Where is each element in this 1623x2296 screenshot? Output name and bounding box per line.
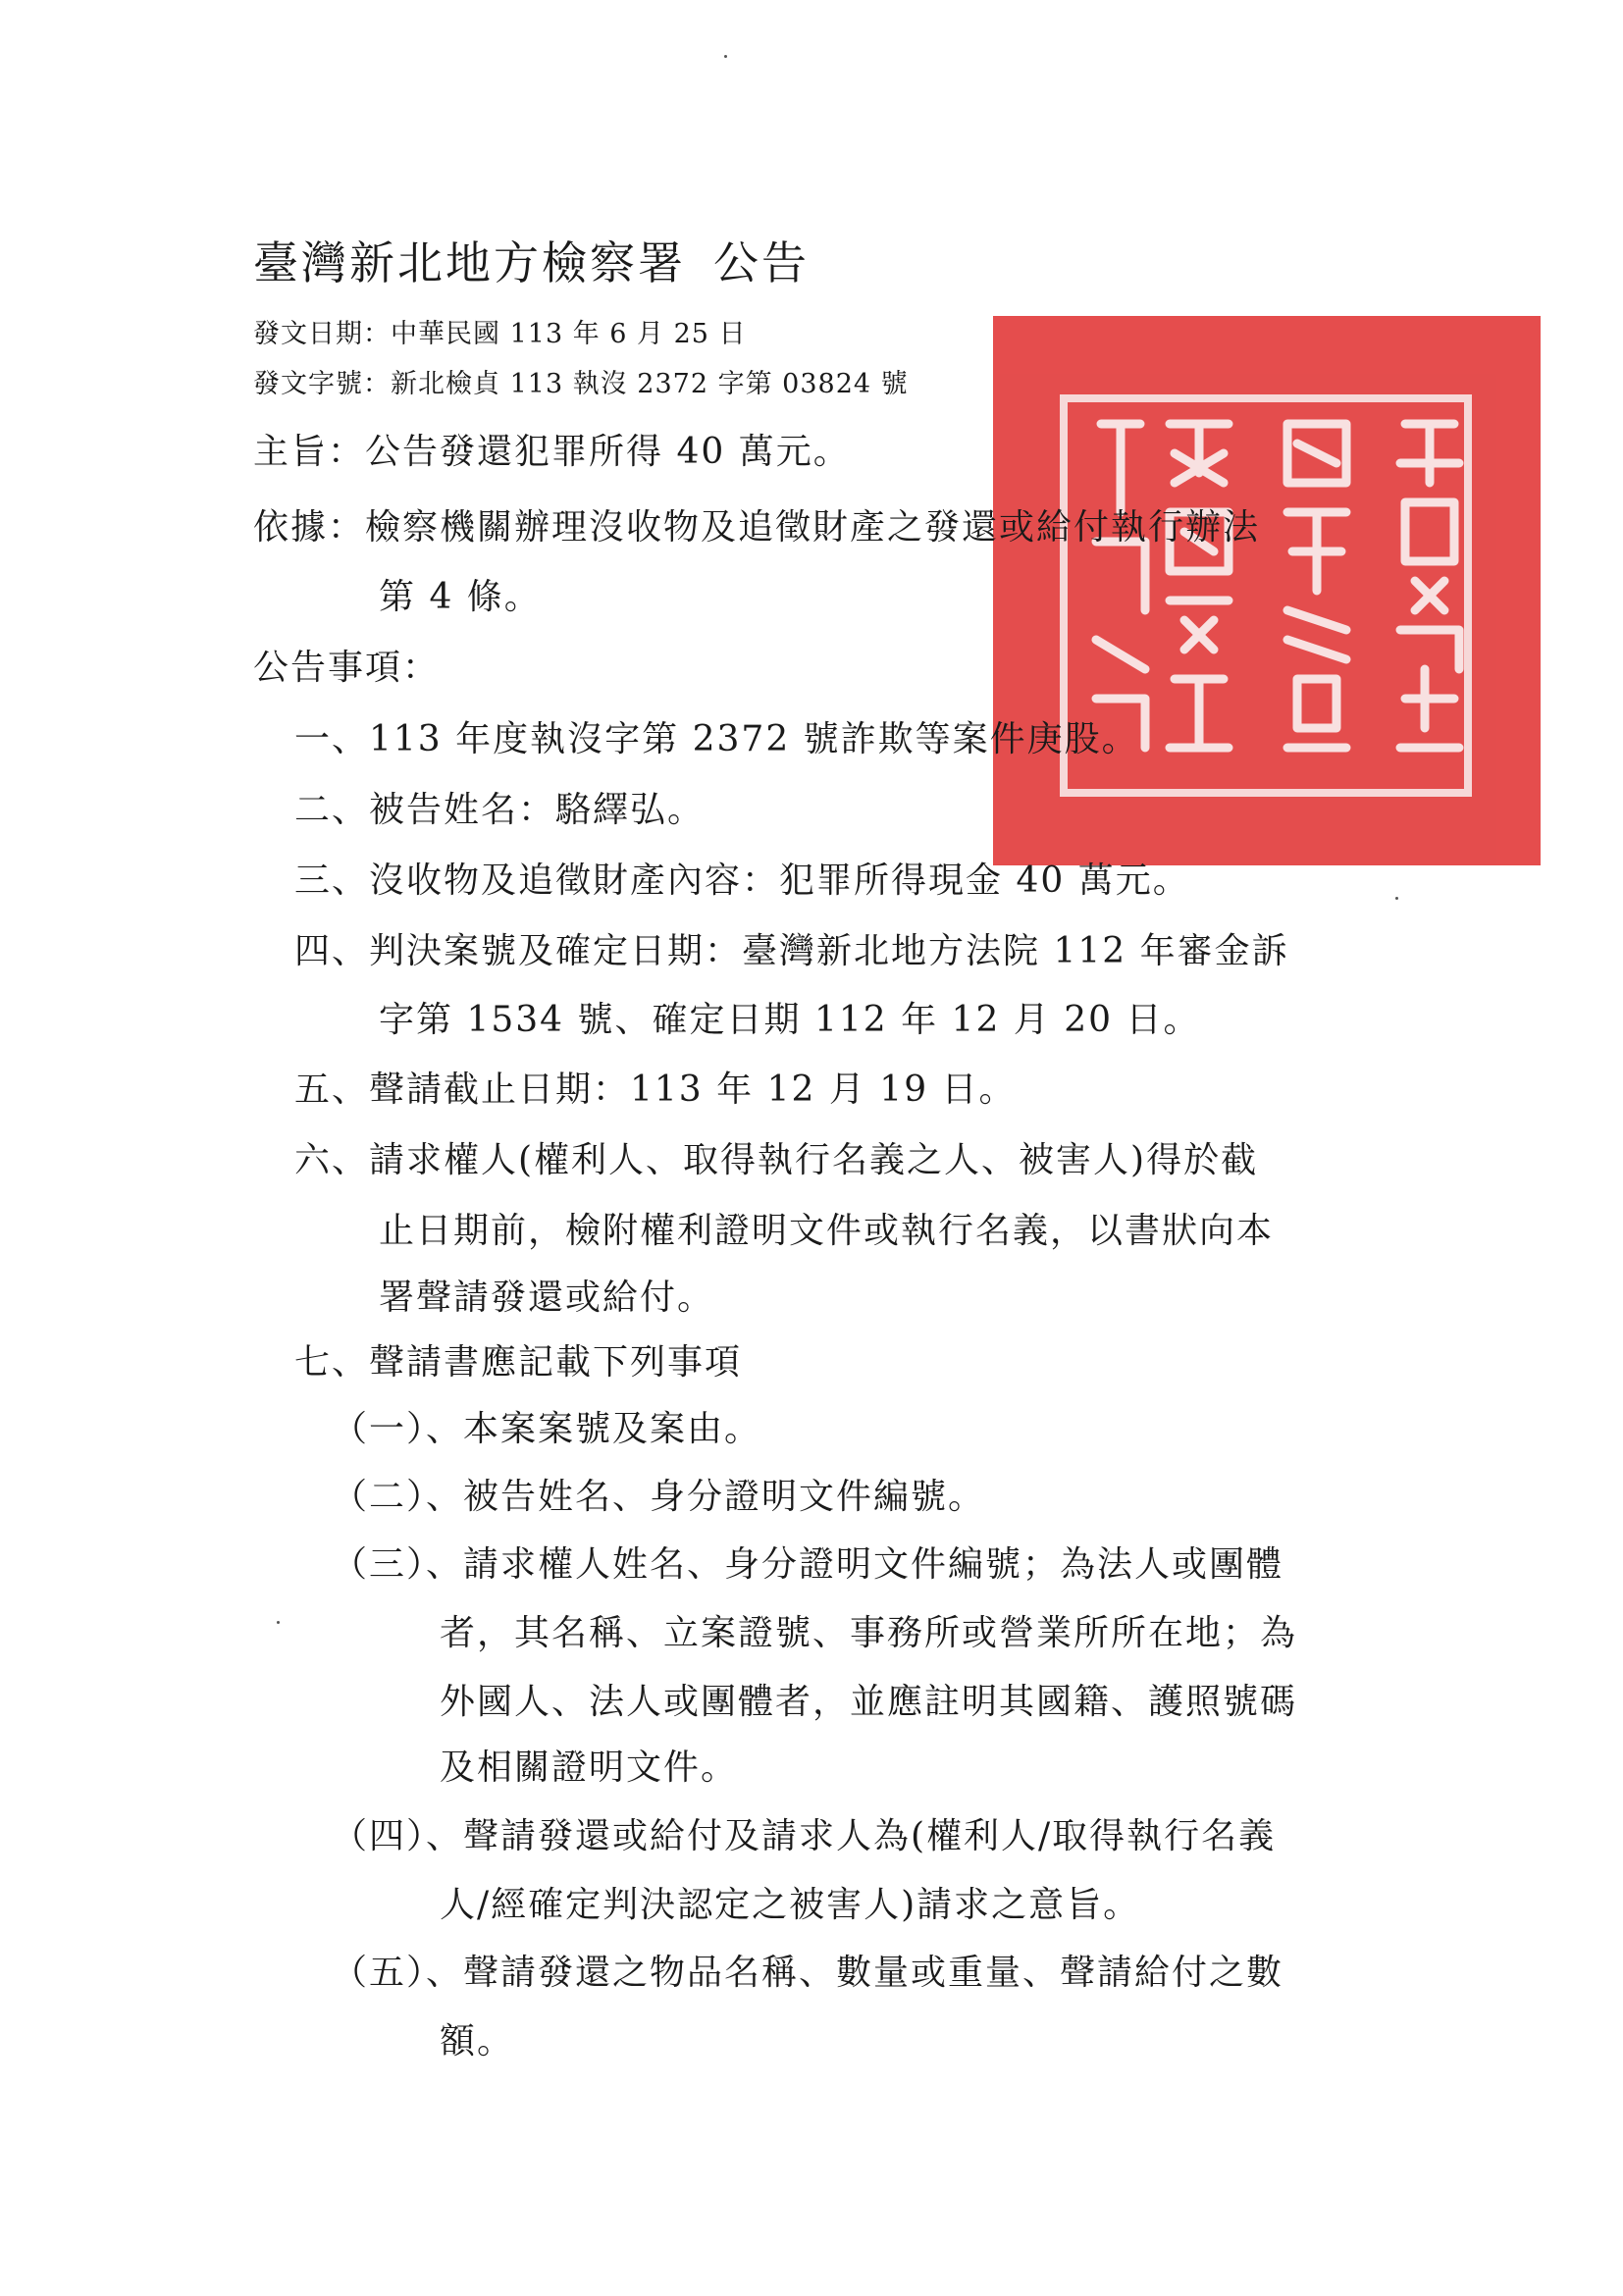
subject-line: 主旨：公告發還犯罪所得 40 萬元。 [253,432,851,472]
item-2: 二、被告姓名：駱繹弘。 [294,790,706,830]
item-6-line-2: 止日期前，檢附權利證明文件或執行名義，以書狀向本 [379,1211,1275,1251]
item-4-line-2: 字第 1534 號、確定日期 112 年 12 月 20 日。 [379,1000,1201,1040]
basis-line-2: 第 4 條。 [379,577,542,617]
document-title [253,228,810,292]
seal-glyphs [993,316,1541,865]
item-1: 一、113 年度執沒字第 2372 號詐欺等案件庚股。 [294,719,1139,759]
document-type: 公告 [713,236,810,289]
subitem-3-line-4: 及相關證明文件。 [440,1748,739,1788]
scan-speck [1395,897,1398,900]
subitem-3-line-2: 者，其名稱、立案證號、事務所或營業所所在地；為 [440,1613,1298,1653]
issuing-agency: 臺灣新北地方檢察署 [253,236,686,289]
scan-speck [277,1621,280,1624]
item-4-line-1: 四、判決案號及確定日期：臺灣新北地方法院 112 年審金訴 [294,931,1289,971]
subitem-4-line-2: 人/經確定判決認定之被害人)請求之意旨。 [440,1885,1141,1925]
item-7: 七、聲請書應記載下列事項 [294,1342,743,1383]
basis-line-1: 依據：檢察機關辦理沒收物及追徵財產之發還或給付執行辦法 [253,507,1261,548]
subitem-2: （二）、被告姓名、身分證明文件編號。 [332,1477,986,1517]
item-3: 三、沒收物及追徵財產內容：犯罪所得現金 40 萬元。 [294,861,1190,901]
official-seal-icon [993,316,1541,865]
item-5: 五、聲請截止日期：113 年 12 月 19 日。 [294,1070,1017,1110]
issue-date: 發文日期：中華民國 113 年 6 月 25 日 [253,319,747,349]
document-number: 發文字號：新北檢貞 113 執沒 2372 字第 03824 號 [253,369,909,399]
subitem-3-line-3: 外國人、法人或團體者，並應註明其國籍、護照號碼 [440,1682,1298,1722]
notice-heading: 公告事項： [253,648,441,688]
subitem-5-line-2: 額。 [440,2021,515,2061]
subitem-4-line-1: （四）、聲請發還或給付及請求人為(權利人/取得執行名義 [332,1816,1277,1856]
item-6-line-3: 署聲請發還或給付。 [379,1278,715,1318]
subitem-5-line-1: （五）、聲請發還之物品名稱、數量或重量、聲請給付之數 [332,1953,1284,1993]
subitem-1: （一）、本案案號及案由。 [332,1409,762,1449]
item-6-line-1: 六、請求權人(權利人、取得執行名義之人、被害人)得於截 [294,1140,1259,1180]
scan-speck [724,55,727,58]
subitem-3-line-1: （三）、請求權人姓名、身分證明文件編號；為法人或團體 [332,1544,1284,1585]
